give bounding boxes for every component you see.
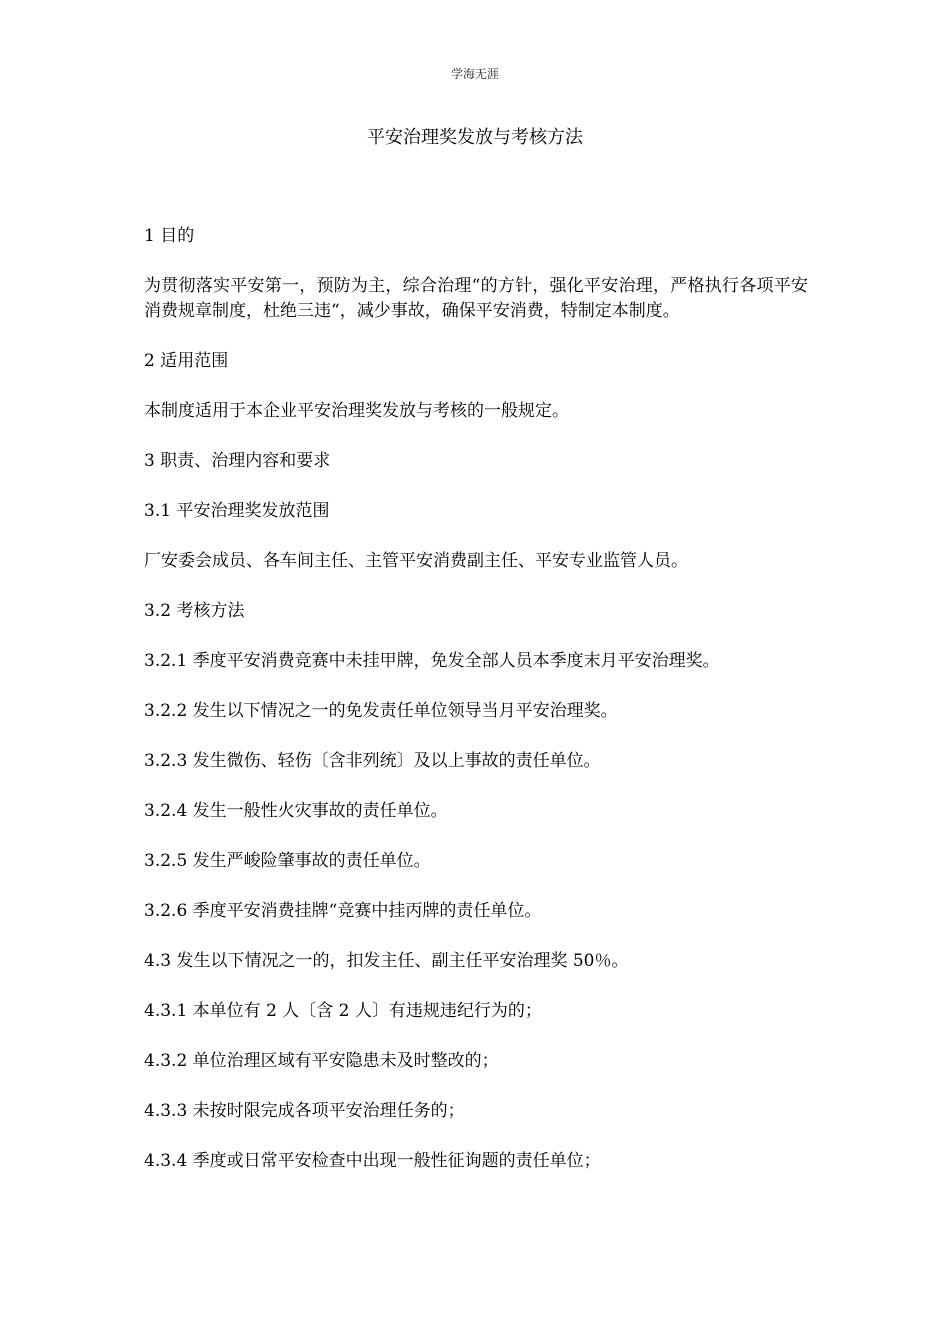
document-title: 平安治理奖发放与考核方法 — [367, 127, 583, 148]
body-paragraph: 厂安委会成员、各车间主任、主管平安消费副主任、平安专业监管人员。 — [144, 551, 688, 571]
subsection-heading: 3.2 考核方法 — [144, 601, 245, 621]
subsection-heading: 3.1 平安治理奖发放范围 — [144, 501, 330, 521]
list-item: 3.2.1 季度平安消费竞赛中未挂甲牌，免发全部人员本季度末月平安治理奖。 — [144, 651, 720, 671]
document-body — [144, 224, 808, 1199]
page-header: 学海无涯 — [450, 67, 499, 81]
list-item: 3.2.2 发生以下情况之一的免发责任单位领导当月平安治理奖。 — [144, 701, 618, 721]
body-paragraph: 为贯彻落实平安第一，预防为主，综合治理“的方针，强化平安治理，严格执行各项平安消费规章制度，杜绝三违“，减少事故，确保平安消费，特制定本制度。 — [144, 276, 808, 321]
list-item: 4.3.4 季度或日常平安检查中出现一般性征询题的责任单位； — [144, 1151, 601, 1171]
list-item: 4.3.2 单位治理区域有平安隐患未及时整改的； — [144, 1051, 499, 1071]
list-item: 3.2.6 季度平安消费挂牌“竞赛中挂丙牌的责任单位。 — [144, 901, 542, 921]
list-item: 4.3 发生以下情况之一的，扣发主任、副主任平安治理奖 50％。 — [144, 951, 629, 971]
list-item: 3.2.4 发生一般性火灾事故的责任单位。 — [144, 801, 448, 821]
list-item: 4.3.3 未按时限完成各项平安治理任务的； — [144, 1101, 465, 1121]
section-heading: 1 目的 — [144, 226, 195, 246]
list-item: 3.2.5 发生严峻险肇事故的责任单位。 — [144, 851, 431, 871]
list-item: 3.2.3 发生微伤、轻伤〔含非列统〕及以上事故的责任单位。 — [144, 751, 601, 771]
section-heading: 2 适用范围 — [144, 351, 229, 371]
section-heading: 3 职责、治理内容和要求 — [144, 451, 331, 471]
body-paragraph: 本制度适用于本企业平安治理奖发放与考核的一般规定。 — [144, 401, 569, 421]
list-item: 4.3.1 本单位有 2 人〔含 2 人〕有违规违纪行为的； — [144, 1001, 542, 1021]
